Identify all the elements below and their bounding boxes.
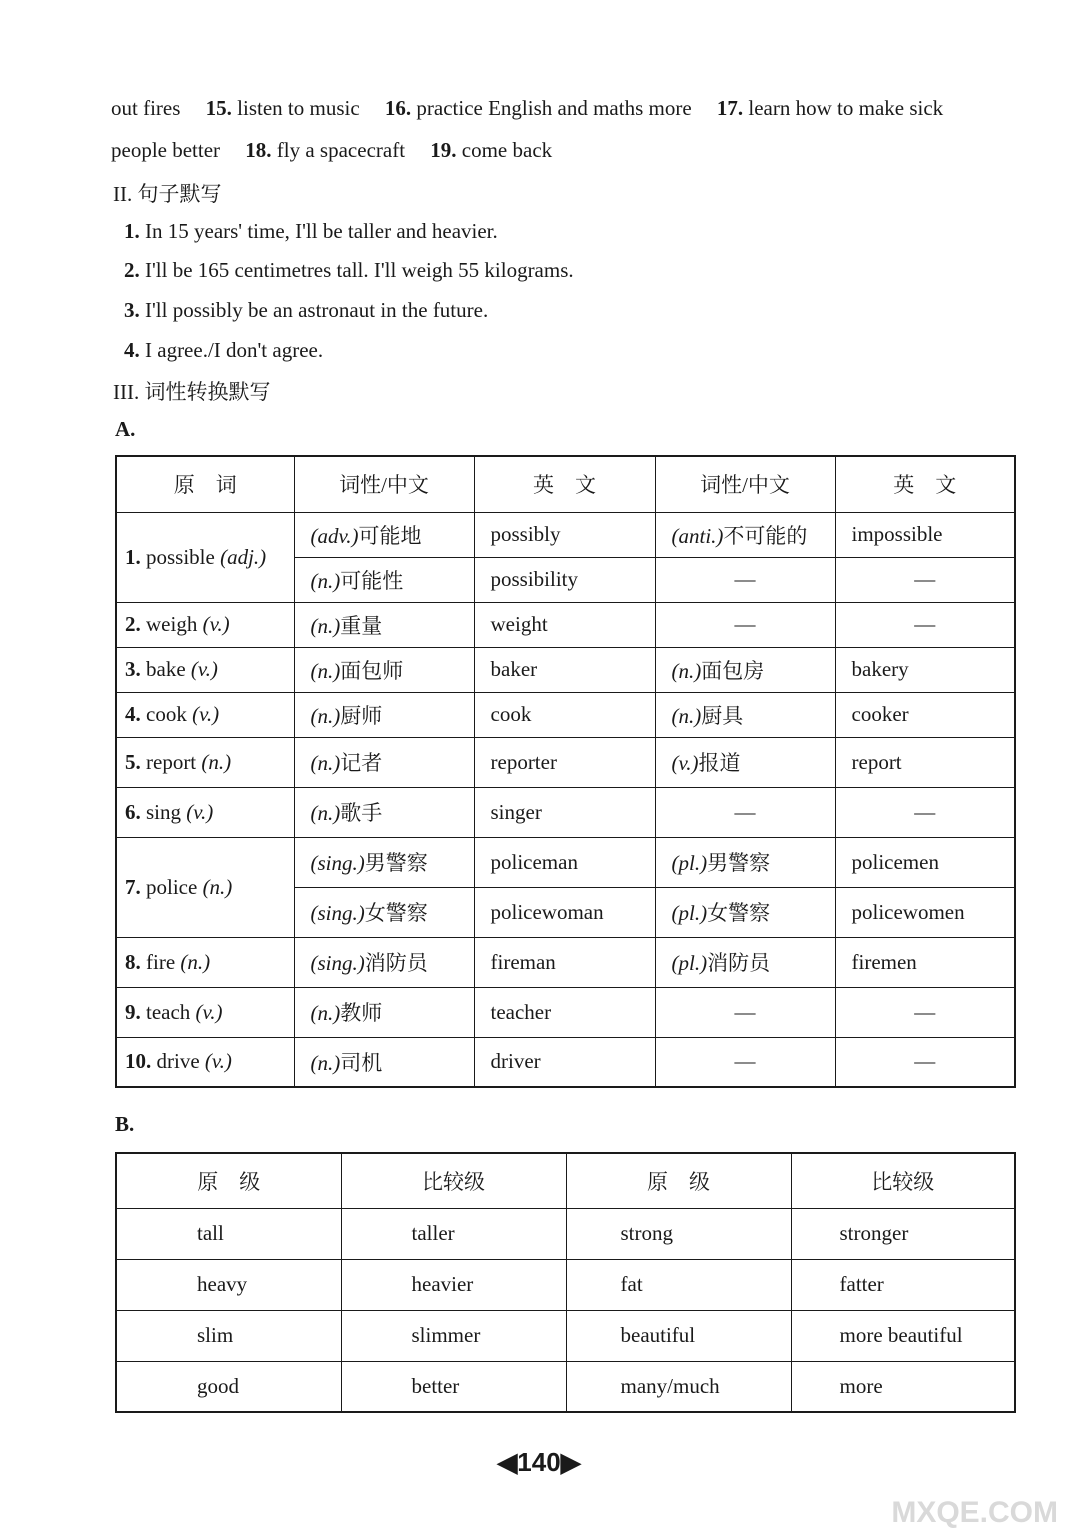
table-row [116,737,1015,787]
word-cell: fat [566,1259,791,1310]
pos-chinese-cell: (n.)可能性 [294,557,474,602]
english-cell: reporter [474,737,655,787]
english-cell: policewoman [474,887,655,937]
pos-chinese-cell: (adv.)可能地 [294,512,474,557]
english-cell: firemen [835,937,1015,987]
header-cell: 词性/中文 [655,456,835,512]
word-cell: strong [566,1208,791,1259]
english-cell: possibly [474,512,655,557]
pos-chinese-cell: — [655,1037,835,1087]
intro-line-1 [111,96,943,121]
original-word-cell: 8. fire (n.) [116,937,294,987]
english-cell: bakery [835,647,1015,692]
table-row [116,987,1015,1037]
english-cell: teacher [474,987,655,1037]
english-cell: policeman [474,837,655,887]
pos-chinese-cell: (n.)教师 [294,987,474,1037]
pos-chinese-cell: (n.)司机 [294,1037,474,1087]
original-word-cell: 9. teach (v.) [116,987,294,1037]
section-3-title: III. 词性转换默写 [113,380,271,404]
table-row [116,1208,1015,1259]
intro-line-2 [111,138,552,163]
table-row [116,1037,1015,1087]
word-form-table [115,455,1016,1088]
original-word-cell: 2. weigh (v.) [116,602,294,647]
comparative-table [115,1152,1016,1413]
pos-chinese-cell: (pl.)消防员 [655,937,835,987]
word-cell: many/much [566,1361,791,1412]
pos-chinese-cell: — [655,787,835,837]
word-cell: slim [116,1310,341,1361]
pos-chinese-cell: (n.)记者 [294,737,474,787]
table-row [116,1310,1015,1361]
word-cell: better [341,1361,566,1412]
page-number: ◀140▶ [497,1447,581,1477]
table-row [116,602,1015,647]
pos-chinese-cell: (n.)面包师 [294,647,474,692]
header-cell: 原 级 [116,1153,341,1208]
original-word-cell: 5. report (n.) [116,737,294,787]
pos-chinese-cell: (sing.)女警察 [294,887,474,937]
english-cell: — [835,1037,1015,1087]
header-cell: 英 文 [835,456,1015,512]
word-cell: good [116,1361,341,1412]
english-cell: — [835,987,1015,1037]
english-cell: driver [474,1037,655,1087]
part-a-label: A. [115,417,136,441]
intro-item: 17. learn how to make sick [716,96,944,120]
english-cell: report [835,737,1015,787]
intro-item: 15. listen to music [205,96,360,120]
pos-chinese-cell: (sing.)男警察 [294,837,474,887]
header-cell: 比较级 [341,1153,566,1208]
english-cell: cooker [835,692,1015,737]
intro-item: out fires [111,96,181,120]
table-header-row [116,1153,1015,1208]
english-cell: — [835,557,1015,602]
pos-chinese-cell: — [655,602,835,647]
pos-chinese-cell: (n.)歌手 [294,787,474,837]
word-cell: slimmer [341,1310,566,1361]
english-cell: cook [474,692,655,737]
table-row [116,647,1015,692]
pos-chinese-cell: (n.)厨具 [655,692,835,737]
part-b-label: B. [115,1112,135,1136]
english-cell: weight [474,602,655,647]
original-word-cell: 10. drive (v.) [116,1037,294,1087]
sentence-1: 1. In 15 years' time, I'll be taller and heavier. [124,219,498,243]
english-cell: policemen [835,837,1015,887]
pos-chinese-cell: (pl.)女警察 [655,887,835,937]
english-cell: — [835,602,1015,647]
intro-item: 16. practice English and maths more [384,96,692,120]
pos-chinese-cell: — [655,557,835,602]
original-word-cell: 6. sing (v.) [116,787,294,837]
english-cell: baker [474,647,655,692]
word-cell: heavier [341,1259,566,1310]
pos-chinese-cell: (n.)重量 [294,602,474,647]
pos-chinese-cell: (sing.)消防员 [294,937,474,987]
original-word-cell: 4. cook (v.) [116,692,294,737]
word-cell: beautiful [566,1310,791,1361]
header-cell: 原 级 [566,1153,791,1208]
pos-chinese-cell: (n.)厨师 [294,692,474,737]
word-cell: more beautiful [791,1310,1015,1361]
word-cell: stronger [791,1208,1015,1259]
intro-item: 18. fly a spacecraft [245,138,406,162]
original-word-cell: 7. police (n.) [116,837,294,937]
english-cell: policewomen [835,887,1015,937]
table-row [116,1361,1015,1412]
header-cell: 英 文 [474,456,655,512]
english-cell: possibility [474,557,655,602]
pos-chinese-cell: (pl.)男警察 [655,837,835,887]
original-word-cell: 1. possible (adj.) [116,512,294,602]
pos-chinese-cell: — [655,987,835,1037]
sentence-4: 4. I agree./I don't agree. [124,338,324,362]
table-row [116,692,1015,737]
english-cell: fireman [474,937,655,987]
pos-chinese-cell: (anti.)不可能的 [655,512,835,557]
intro-item: people better [111,138,221,162]
table-row [116,837,1015,887]
header-cell: 词性/中文 [294,456,474,512]
pos-chinese-cell: (v.)报道 [655,737,835,787]
watermark-logo: MXQE.COM [891,1496,1058,1529]
intro-item: 19. come back [430,138,553,162]
word-cell: fatter [791,1259,1015,1310]
original-word-cell: 3. bake (v.) [116,647,294,692]
pos-chinese-cell: (n.)面包房 [655,647,835,692]
word-cell: taller [341,1208,566,1259]
english-cell: — [835,787,1015,837]
english-cell: impossible [835,512,1015,557]
sentence-3: 3. I'll possibly be an astronaut in the future. [124,298,489,322]
word-cell: tall [116,1208,341,1259]
english-cell: singer [474,787,655,837]
table-row [116,1259,1015,1310]
table-header-row [116,456,1015,512]
sentence-2: 2. I'll be 165 centimetres tall. I'll weigh 55 kilograms. [124,258,574,282]
table-row [116,512,1015,557]
word-cell: heavy [116,1259,341,1310]
header-cell: 原 词 [116,456,294,512]
section-2-title: II. 句子默写 [113,182,222,206]
header-cell: 比较级 [791,1153,1015,1208]
table-row [116,937,1015,987]
word-cell: more [791,1361,1015,1412]
table-row [116,787,1015,837]
